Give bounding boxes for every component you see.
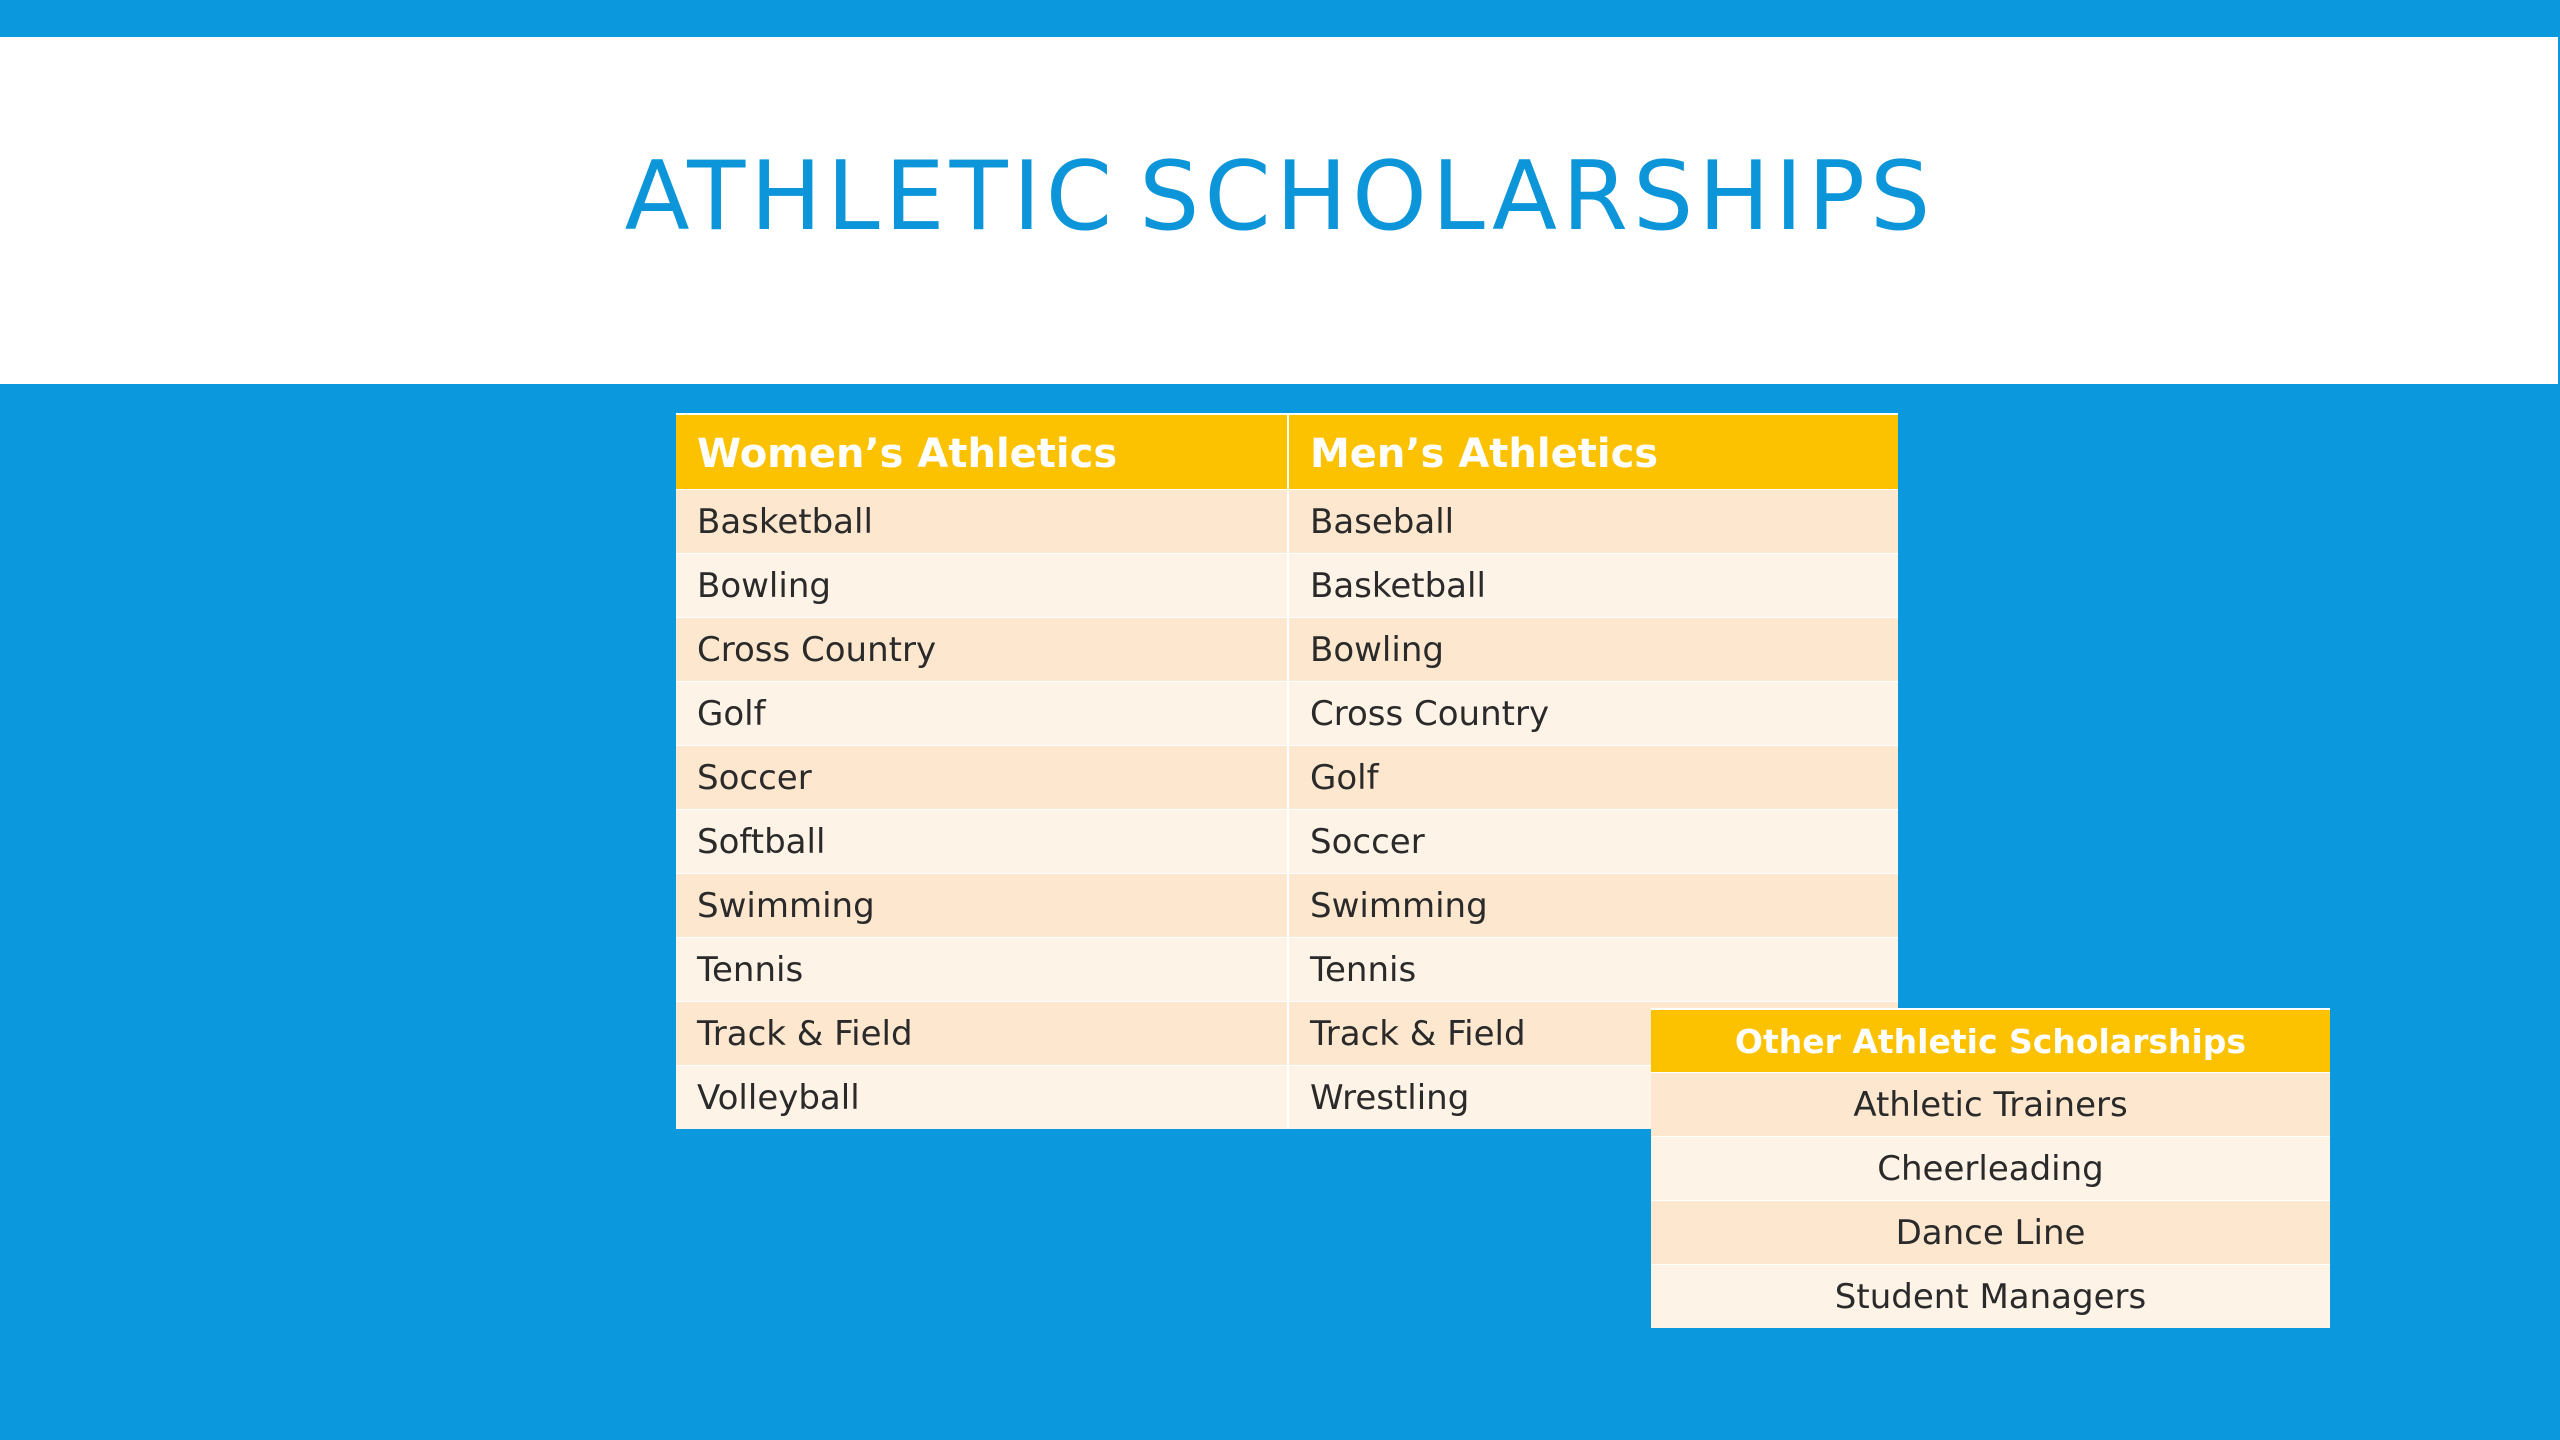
other-scholarship-item: Cheerleading bbox=[1651, 1136, 2330, 1200]
table-row bbox=[676, 553, 1898, 617]
womens-sport-cell: Volleyball bbox=[676, 1066, 1287, 1129]
mens-sport-cell: Cross Country bbox=[1287, 682, 1898, 745]
slide-title bbox=[0, 142, 2560, 252]
other-scholarship-item: Athletic Trainers bbox=[1651, 1072, 2330, 1136]
womens-sport-cell: Tennis bbox=[676, 938, 1287, 1001]
womens-sport-cell: Track & Field bbox=[676, 1002, 1287, 1065]
mens-sport-cell: Wrestling bbox=[1287, 1066, 1898, 1129]
table-row bbox=[676, 489, 1898, 553]
mens-sport-cell: Tennis bbox=[1287, 938, 1898, 1001]
other-scholarship-item: Student Managers bbox=[1651, 1264, 2330, 1328]
mens-sport-cell: Basketball bbox=[1287, 554, 1898, 617]
table-row bbox=[676, 617, 1898, 681]
other-scholarship-item: Dance Line bbox=[1651, 1200, 2330, 1264]
table-row bbox=[676, 809, 1898, 873]
table-row bbox=[676, 873, 1898, 937]
table-row bbox=[676, 937, 1898, 1001]
header-womens-athletics: Women’s Athletics bbox=[676, 415, 1287, 489]
womens-sport-cell: Soccer bbox=[676, 746, 1287, 809]
mens-sport-cell: Soccer bbox=[1287, 810, 1898, 873]
table-header-row bbox=[676, 413, 1898, 489]
womens-sport-cell: Softball bbox=[676, 810, 1287, 873]
mens-sport-cell: Golf bbox=[1287, 746, 1898, 809]
womens-sport-cell: Bowling bbox=[676, 554, 1287, 617]
other-scholarships-table bbox=[1651, 1008, 2330, 1328]
mens-sport-cell: Baseball bbox=[1287, 490, 1898, 553]
mens-sport-cell: Bowling bbox=[1287, 618, 1898, 681]
other-scholarships-header: Other Athletic Scholarships bbox=[1651, 1008, 2330, 1072]
title-word-2: SCHOLARSHIPS bbox=[1139, 142, 1936, 252]
mens-sport-cell: Swimming bbox=[1287, 874, 1898, 937]
title-word-1: ATHLETIC bbox=[624, 142, 1118, 252]
mens-sport-cell: Track & Field bbox=[1287, 1002, 1898, 1065]
womens-sport-cell: Golf bbox=[676, 682, 1287, 745]
womens-sport-cell: Cross Country bbox=[676, 618, 1287, 681]
table-row bbox=[676, 681, 1898, 745]
header-mens-athletics: Men’s Athletics bbox=[1287, 415, 1898, 489]
womens-sport-cell: Basketball bbox=[676, 490, 1287, 553]
table-row bbox=[676, 745, 1898, 809]
womens-sport-cell: Swimming bbox=[676, 874, 1287, 937]
